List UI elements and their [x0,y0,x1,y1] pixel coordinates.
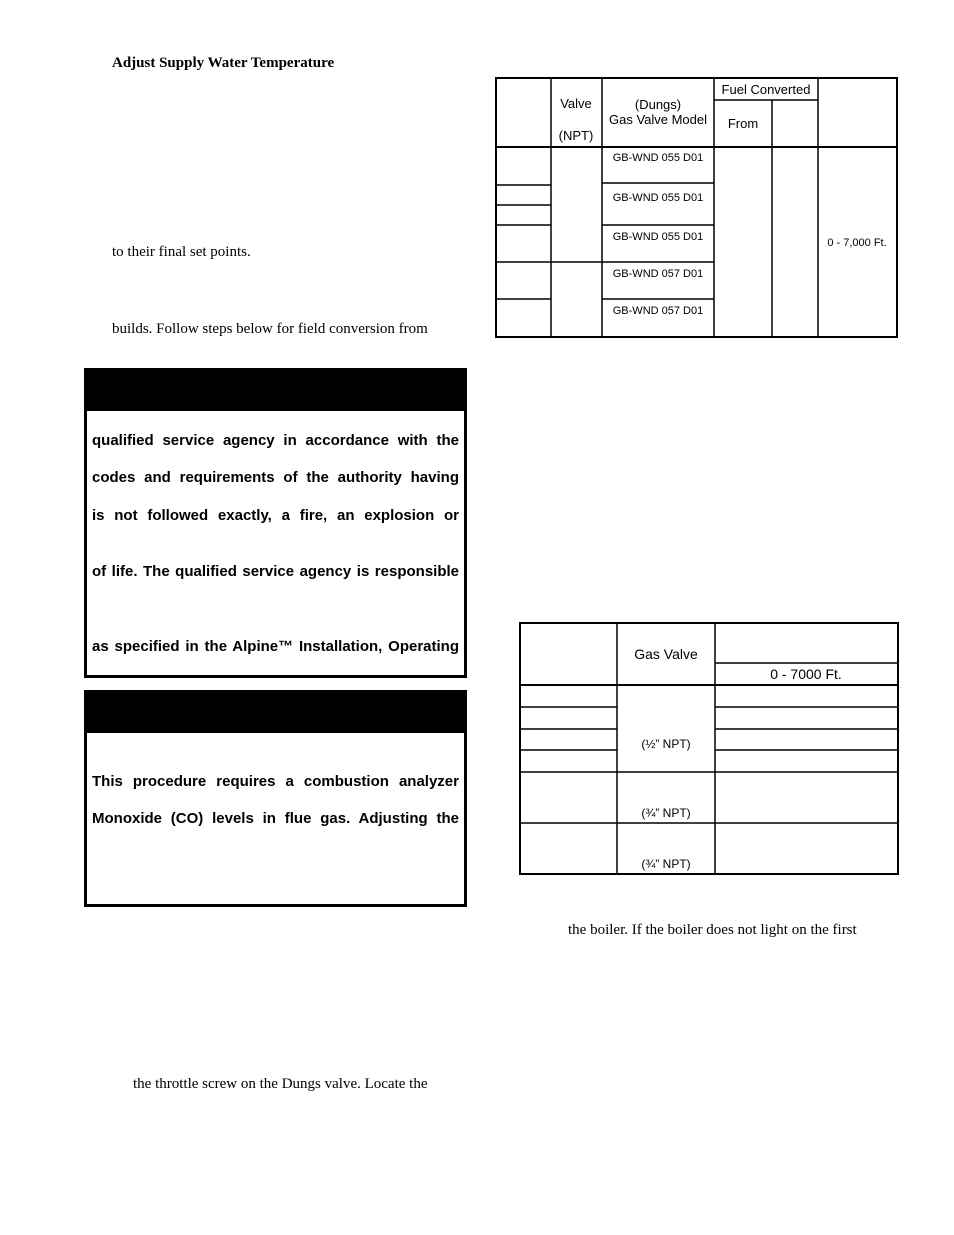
paragraph-field-conversion: builds. Follow steps below for field conversion from [112,321,428,337]
table1-model-cell: GB-WND 055 D01 [612,152,704,164]
table1-header-valve: Valve [560,96,592,111]
table2-npt-three-quarter: (¾” NPT) [641,857,691,871]
paragraph-set-points: to their final set points. [112,244,251,260]
warning-2-line: Monoxide (CO) levels in flue gas. Adjusting the [92,810,459,827]
table1-header-dungs: (Dungs) [634,97,682,112]
warning-2-line: This procedure requires a combustion analyzer [92,773,459,790]
warning-1-line: codes and requirements of the authority having [92,469,459,486]
table1-header-fuel-converted: Fuel Converted [721,82,811,97]
table1-model-cell: GB-WND 057 D01 [612,305,704,317]
warning-1-line: qualified service agency in accordance with the [92,432,459,449]
table2-npt-three-quarter: (¾” NPT) [641,806,691,820]
table1-model-cell: GB-WND 057 D01 [612,268,704,280]
table2-header-gas-valve: Gas Valve [634,646,698,662]
paragraph-boiler-light: the boiler. If the boiler does not light on the first [568,922,857,938]
table1-model-cell: GB-WND 055 D01 [612,231,704,243]
table1-altitude-cell: 0 - 7,000 Ft. [827,237,887,249]
section-heading: Adjust Supply Water Temperature [112,55,335,71]
table2-header-altitude: 0 - 7000 Ft. [770,666,842,682]
table1-header-npt: (NPT) [558,128,594,143]
table1-model-cell: GB-WND 055 D01 [612,192,704,204]
warning-1-line: as specified in the Alpine™ Installation, Operating [92,638,459,655]
table1-header-from: From [727,116,759,131]
table1-header-model: Gas Valve Model [608,112,708,127]
warning-1-line: is not followed exactly, a fire, an explosion or [92,507,459,524]
table2-npt-half: (½” NPT) [641,737,691,751]
warning-1-line: of life. The qualified service agency is responsible [92,563,459,580]
paragraph-throttle-screw: the throttle screw on the Dungs valve. Locate the [133,1076,428,1092]
